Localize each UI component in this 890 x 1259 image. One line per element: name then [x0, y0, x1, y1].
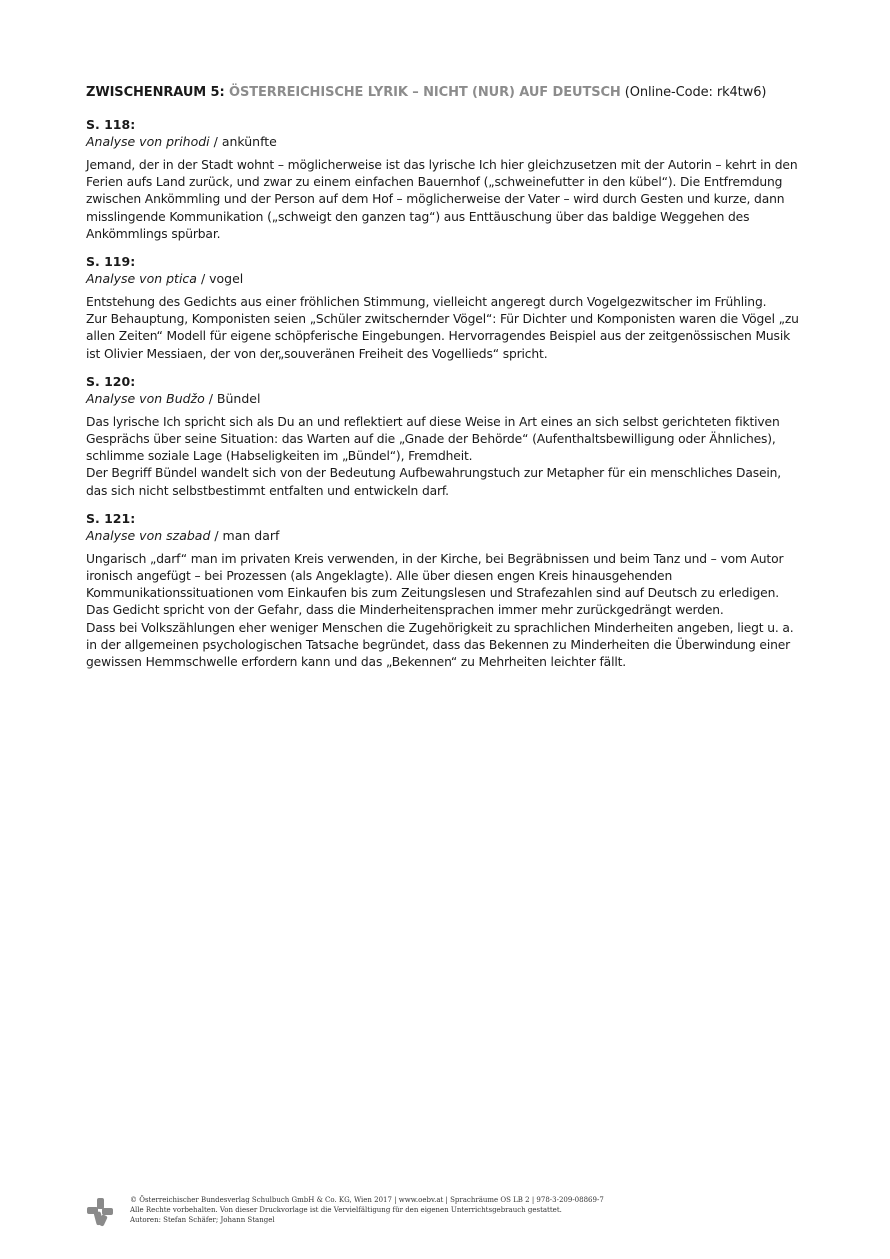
translation-label: / Bündel [204, 390, 261, 406]
section-heading: S. 118: [86, 117, 136, 132]
section-heading: S. 120: [86, 373, 136, 389]
title-chapter: ZWISCHENRAUM 5: [86, 85, 230, 100]
section-paragraph: Das lyrische Ich spricht sich als Du an und reflektiert auf diese Weise in Art eines an sich selbst gerichteten fiktiven Gesprächs über seine Situation: das Warten auf die „Gnade der Behörde“ (Aufenthaltsbewilligung oder Ähnliches), schlimme soziale Lage (Habseligkeiten im „Bündel“), Fremdheit. [86, 414, 780, 464]
title-online-code: (Online-Code: rk4tw6) [620, 85, 767, 100]
translation-label: / ankünfte [209, 134, 277, 149]
section-paragraph: Ungarisch „darf“ man im privaten Kreis verwenden, in der Kirche, bei Begräbnissen und beim Tanz und – vom Autor ironisch angefügt – bei Prozessen (als Angeklagte). Alle über diesen engen Kreis hinausgehenden Kommunikationssituationen vom Einkaufen bis zum Zeitungslesen und Strafezahlen sind auf Deutsch zu erledigen. [86, 551, 784, 601]
page-title [86, 84, 806, 102]
section-paragraph: Zur Behauptung, Komponisten seien „Schüler zwitschernder Vögel“: Für Dichter und Komponisten waren die Vögel „zu allen Zeiten“ Modell für eigene schöpferische Eingebungen. Hervorragendes Beispiel aus der zeitgenössischen Musik ist Olivier Messiaen, der von der„souveränen Freiheit des Vogellieds“ spricht. [86, 312, 799, 361]
page-footer [86, 1195, 786, 1235]
section-s121 [86, 510, 806, 671]
section-subtitle [86, 390, 806, 407]
section-subtitle [86, 527, 806, 544]
section-paragraph: Jemand, der in der Stadt wohnt – möglicherweise ist das lyrische Ich hier gleichzusetzen mit der Autorin – kehrt in den Ferien aufs Land zurück, und zwar zu einem einfachen Bauernhof („schweinefutter in den kübel“). Die Entfremdung zwischen Ankömmling und der Person auf dem Hof – möglicherweise der Vater – wird durch Gesten und kurze, dann misslingende Kommunikation („schweigt den ganzen tag“) aus Enttäuschung über das baldige Weggehen des Ankömmlings spürbar. [86, 158, 798, 241]
footer-text [130, 1195, 604, 1225]
section-paragraph: Dass bei Volkszählungen eher weniger Menschen die Zugehörigkeit zu sprachlichen Minderheiten angeben, liegt u. a. in der allgemeinen psychologischen Tatsache begründet, dass das Bekennen zu Minderheiten die Überwindung einer gewissen Hemmschwelle erfordern kann und das „Bekennen“ zu Mehrheiten leichter fällt. [86, 620, 794, 670]
section-subtitle [86, 270, 806, 287]
footer-authors: Autoren: Stefan Schäfer; Johann Stangel [130, 1216, 275, 1224]
translation-label: / man darf [210, 527, 280, 543]
analysis-label: Analyse von prihodi [86, 134, 210, 149]
footer-rights: Alle Rechte vorbehalten. Von dieser Druckvorlage ist die Vervielfältigung für den eigenen Unterrichtsgebrauch gestattet. [130, 1206, 562, 1214]
section-s119 [86, 253, 806, 363]
section-paragraph: Der Begriff Bündel wandelt sich von der Bedeutung Aufbewahrungstuch zur Metapher für ein menschliches Dasein, das sich nicht selbstbestimmt entfalten und entwickeln darf. [86, 466, 782, 498]
section-subtitle [86, 133, 806, 150]
section-heading: S. 121: [86, 510, 136, 526]
section-paragraph: Entstehung des Gedichts aus einer fröhlichen Stimmung, vielleicht angeregt durch Vogelgezwitscher im Frühling. [86, 295, 767, 310]
analysis-label: Analyse von ptica [86, 271, 197, 287]
translation-label: / vogel [196, 271, 244, 287]
section-paragraph: Das Gedicht spricht von der Gefahr, dass die Minderheitensprachen immer mehr zurückgedrängt werden. [86, 603, 724, 618]
analysis-label: Analyse von szabad [86, 527, 211, 543]
section-s118 [86, 116, 806, 243]
section-s120 [86, 373, 806, 500]
section-heading: S. 119: [86, 254, 136, 270]
footer-copyright: © Österreichischer Bundesverlag Schulbuch GmbH & Co. KG, Wien 2017 | www.oebv.at | Sprachräume OS LB 2 | 978-3-209-08869-7 [130, 1196, 604, 1204]
title-topic: ÖSTERREICHISCHE LYRIK – NICHT (NUR) AUF DEUTSCH [229, 85, 621, 100]
document-body [86, 84, 806, 681]
analysis-label: Analyse von Budžo [86, 390, 205, 406]
publisher-logo-icon [86, 1197, 114, 1227]
